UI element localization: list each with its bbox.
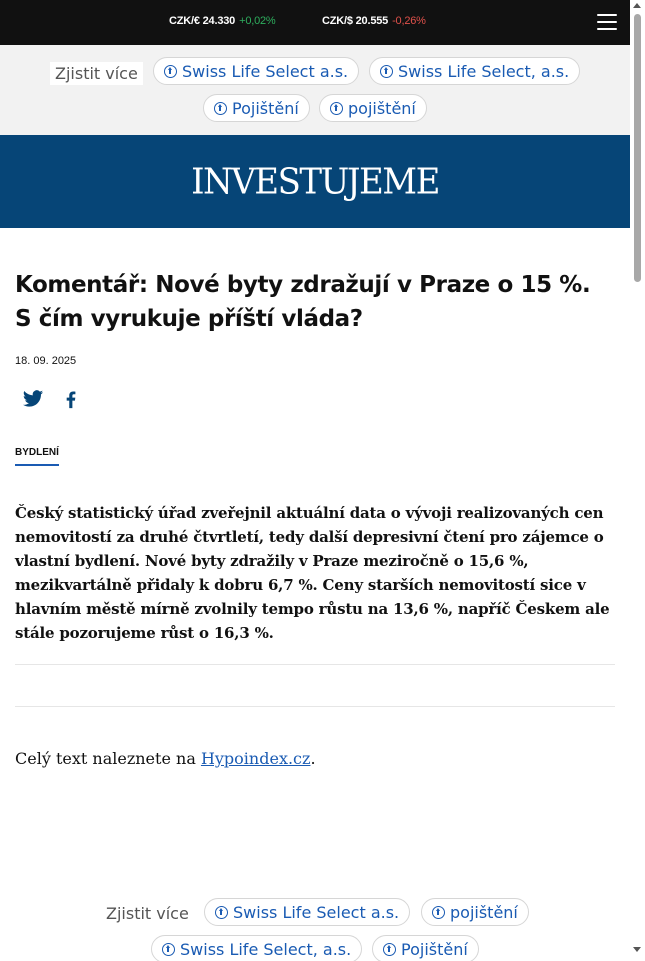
ad-pill-label: Swiss Life Select, a.s. [398,61,570,81]
divider [15,664,615,665]
ticker-eur-label: CZK/€ 24.330 [169,15,236,27]
ad-pill-pojisteni-2[interactable] [372,935,479,961]
ad-pill-pojisteni-1[interactable] [203,94,310,122]
arrow-up-circle-icon [383,943,396,956]
arrow-up-circle-icon [215,906,228,919]
ad-pill-swiss-life-2[interactable] [369,57,580,85]
arrow-up-circle-icon [330,102,343,115]
article-source [15,749,316,768]
arrow-up-circle-icon [214,102,227,115]
ad-links-bottom [0,893,630,961]
article-perex [15,501,615,645]
ticker-eur-change: +0,02% [239,15,276,27]
arrow-up-circle-icon [380,65,393,78]
ad-pill-label: pojištění [450,902,518,922]
brand-header [0,135,630,228]
ad-pill-swiss-life-1[interactable] [153,57,359,85]
ad-label: Zjistit více [106,904,189,923]
divider [15,706,615,707]
ticker-eur [169,15,276,27]
arrow-up-circle-icon [162,943,175,956]
scrollbar[interactable] [630,0,645,961]
ad-pill-label: Swiss Life Select a.s. [233,902,400,922]
ad-pill-label: Swiss Life Select, a.s. [180,939,352,959]
source-prefix: Celý text naleznete na [15,749,201,768]
arrow-up-circle-icon [164,65,177,78]
ad-pill-pojisteni-1[interactable] [421,898,529,926]
ad-pill-swiss-life-1[interactable] [204,898,410,926]
source-link[interactable]: Hypoindex.cz [200,749,311,768]
ad-label: Zjistit více [50,62,143,85]
hamburger-menu-icon[interactable] [597,13,617,31]
ad-pill-label: Swiss Life Select a.s. [182,61,349,81]
ad-pill-label: Pojištění [232,98,299,118]
ad-pill-label: pojištění [348,98,416,118]
twitter-icon[interactable] [22,388,44,410]
ad-pill-swiss-life-2[interactable] [151,935,362,961]
ticker-usd [322,15,426,27]
facebook-icon[interactable] [60,388,82,410]
top-bar [0,0,630,45]
article-perex-text: Český statistický úřad zveřejnil aktuální data o vývoji realizovaných cen nemovitostí za druhé čtvrtletí, tedy další depresivní čtení pro zájemce o vlastní bydlení. Nové byty zdražily v Praze meziročně o 15,6 %, mezikvartálně přidaly k dobru 6,7 %. Ceny starších nemovitostí sice v hlavním městě mírně zvolnily tempo růstu na 13,6 %, napříč Českem ale stále pozorujeme růst o 16,3 %. [15,504,610,642]
site-logo[interactable]: INVESTUJEME [191,161,439,203]
ad-pill-pojisteni-2[interactable] [319,94,427,122]
ad-links-top [0,45,630,135]
ticker-usd-label: CZK/$ 20.555 [322,15,389,27]
scroll-up-icon[interactable] [633,3,641,8]
article-date: 18. 09. 2025 [15,355,77,367]
ad-pill-label: Pojištění [401,939,468,959]
scroll-down-icon[interactable] [633,947,641,952]
arrow-up-circle-icon [432,906,445,919]
ticker-usd-change: -0,26% [392,15,426,27]
article-title: Komentář: Nové byty zdražují v Praze o 15 %. S čím vyrukuje příští vláda? [15,272,591,332]
category-tag[interactable]: BYDLENÍ [15,447,59,466]
source-suffix: . [310,749,316,768]
scrollbar-thumb[interactable] [634,14,641,282]
